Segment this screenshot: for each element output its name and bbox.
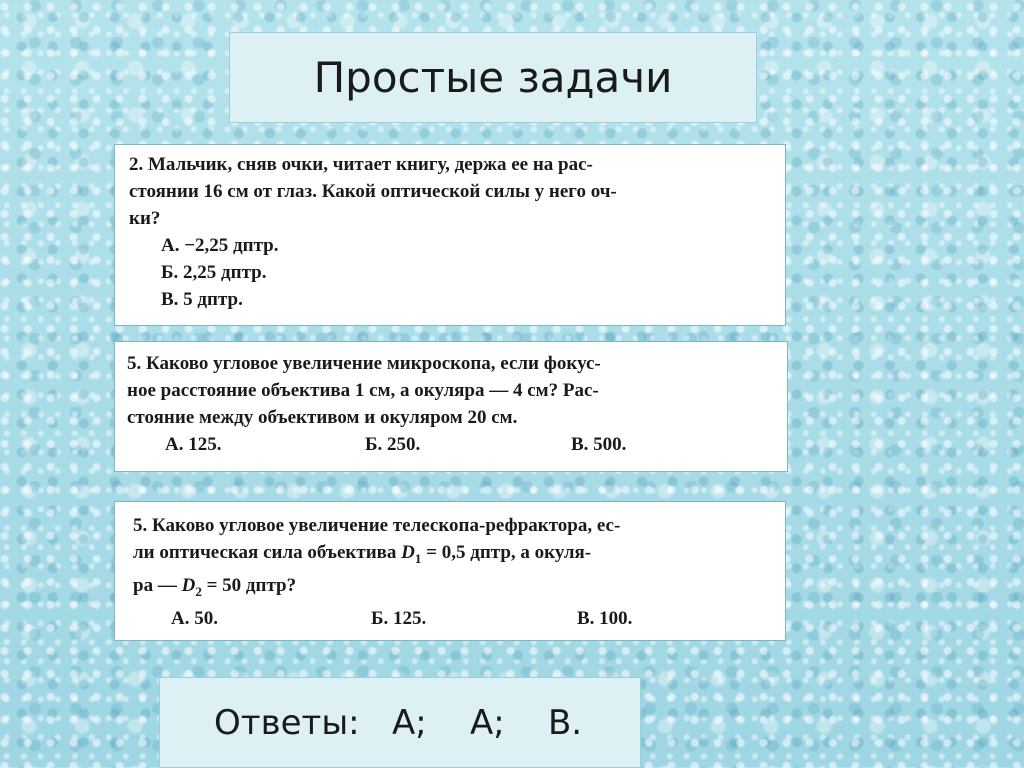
problem-3-line-3-text-a: ра —	[133, 574, 182, 596]
problem-2-line-1: 5. Каково угловое увеличение микроскопа, если фокус-	[127, 353, 601, 374]
problem-3-d2-subscript: 2	[195, 583, 202, 599]
problem-card-2	[114, 341, 788, 472]
problem-3-line-3	[133, 572, 777, 605]
problem-1-option-a: А. −2,25 дптр.	[161, 235, 279, 256]
problem-2-line-3: стояние между объективом и окуляром 20 см.	[127, 407, 518, 428]
problem-3-options	[133, 605, 777, 632]
problem-2-line-2: ное расстояние объектива 1 см, а окуляра — 4 см? Рас-	[127, 380, 599, 401]
problem-2-options	[127, 431, 779, 458]
problem-3-line-1: 5. Каково угловое увеличение телескопа-рефрактора, ес-	[133, 515, 621, 536]
problem-2-option-c: В. 500.	[571, 434, 627, 455]
problem-card-1	[114, 144, 786, 326]
problem-card-3	[114, 501, 786, 641]
problem-2-option-a: А. 125.	[165, 434, 222, 455]
problem-1-line-2: стоянии 16 см от глаз. Какой оптической силы у него оч-	[129, 181, 617, 202]
problem-3-option-a: А. 50.	[171, 607, 218, 629]
problem-3-line-2	[133, 539, 777, 572]
slide-title-box	[229, 32, 757, 123]
problem-3-d1-symbol: D	[401, 542, 415, 563]
problem-3-d1-subscript: 1	[414, 550, 422, 566]
problem-1-line-1: 2. Мальчик, сняв очки, читает книгу, держа ее на рас-	[129, 154, 593, 175]
problem-1-line-3: ки?	[129, 208, 161, 229]
problem-3-line-3-text-b: = 50 дптр?	[201, 574, 297, 596]
problem-2-option-b: Б. 250.	[365, 434, 421, 455]
problem-3-option-c: В. 100.	[577, 607, 633, 629]
problem-3-option-b: Б. 125.	[371, 607, 427, 629]
problem-1-option-b: Б. 2,25 дптр.	[161, 262, 267, 283]
problem-1-option-c: В. 5 дптр.	[161, 289, 243, 310]
problem-3-d2-symbol: D	[181, 574, 196, 596]
problem-3-line-2-text-b: = 0,5 дптр, а окуля-	[421, 542, 592, 563]
problem-3-line-2-text-a: ли оптическая сила объектива	[133, 542, 402, 563]
answers-text: Ответы: А; А; В.	[214, 702, 583, 743]
answers-box	[159, 677, 641, 768]
slide-title: Простые задачи	[313, 53, 673, 102]
